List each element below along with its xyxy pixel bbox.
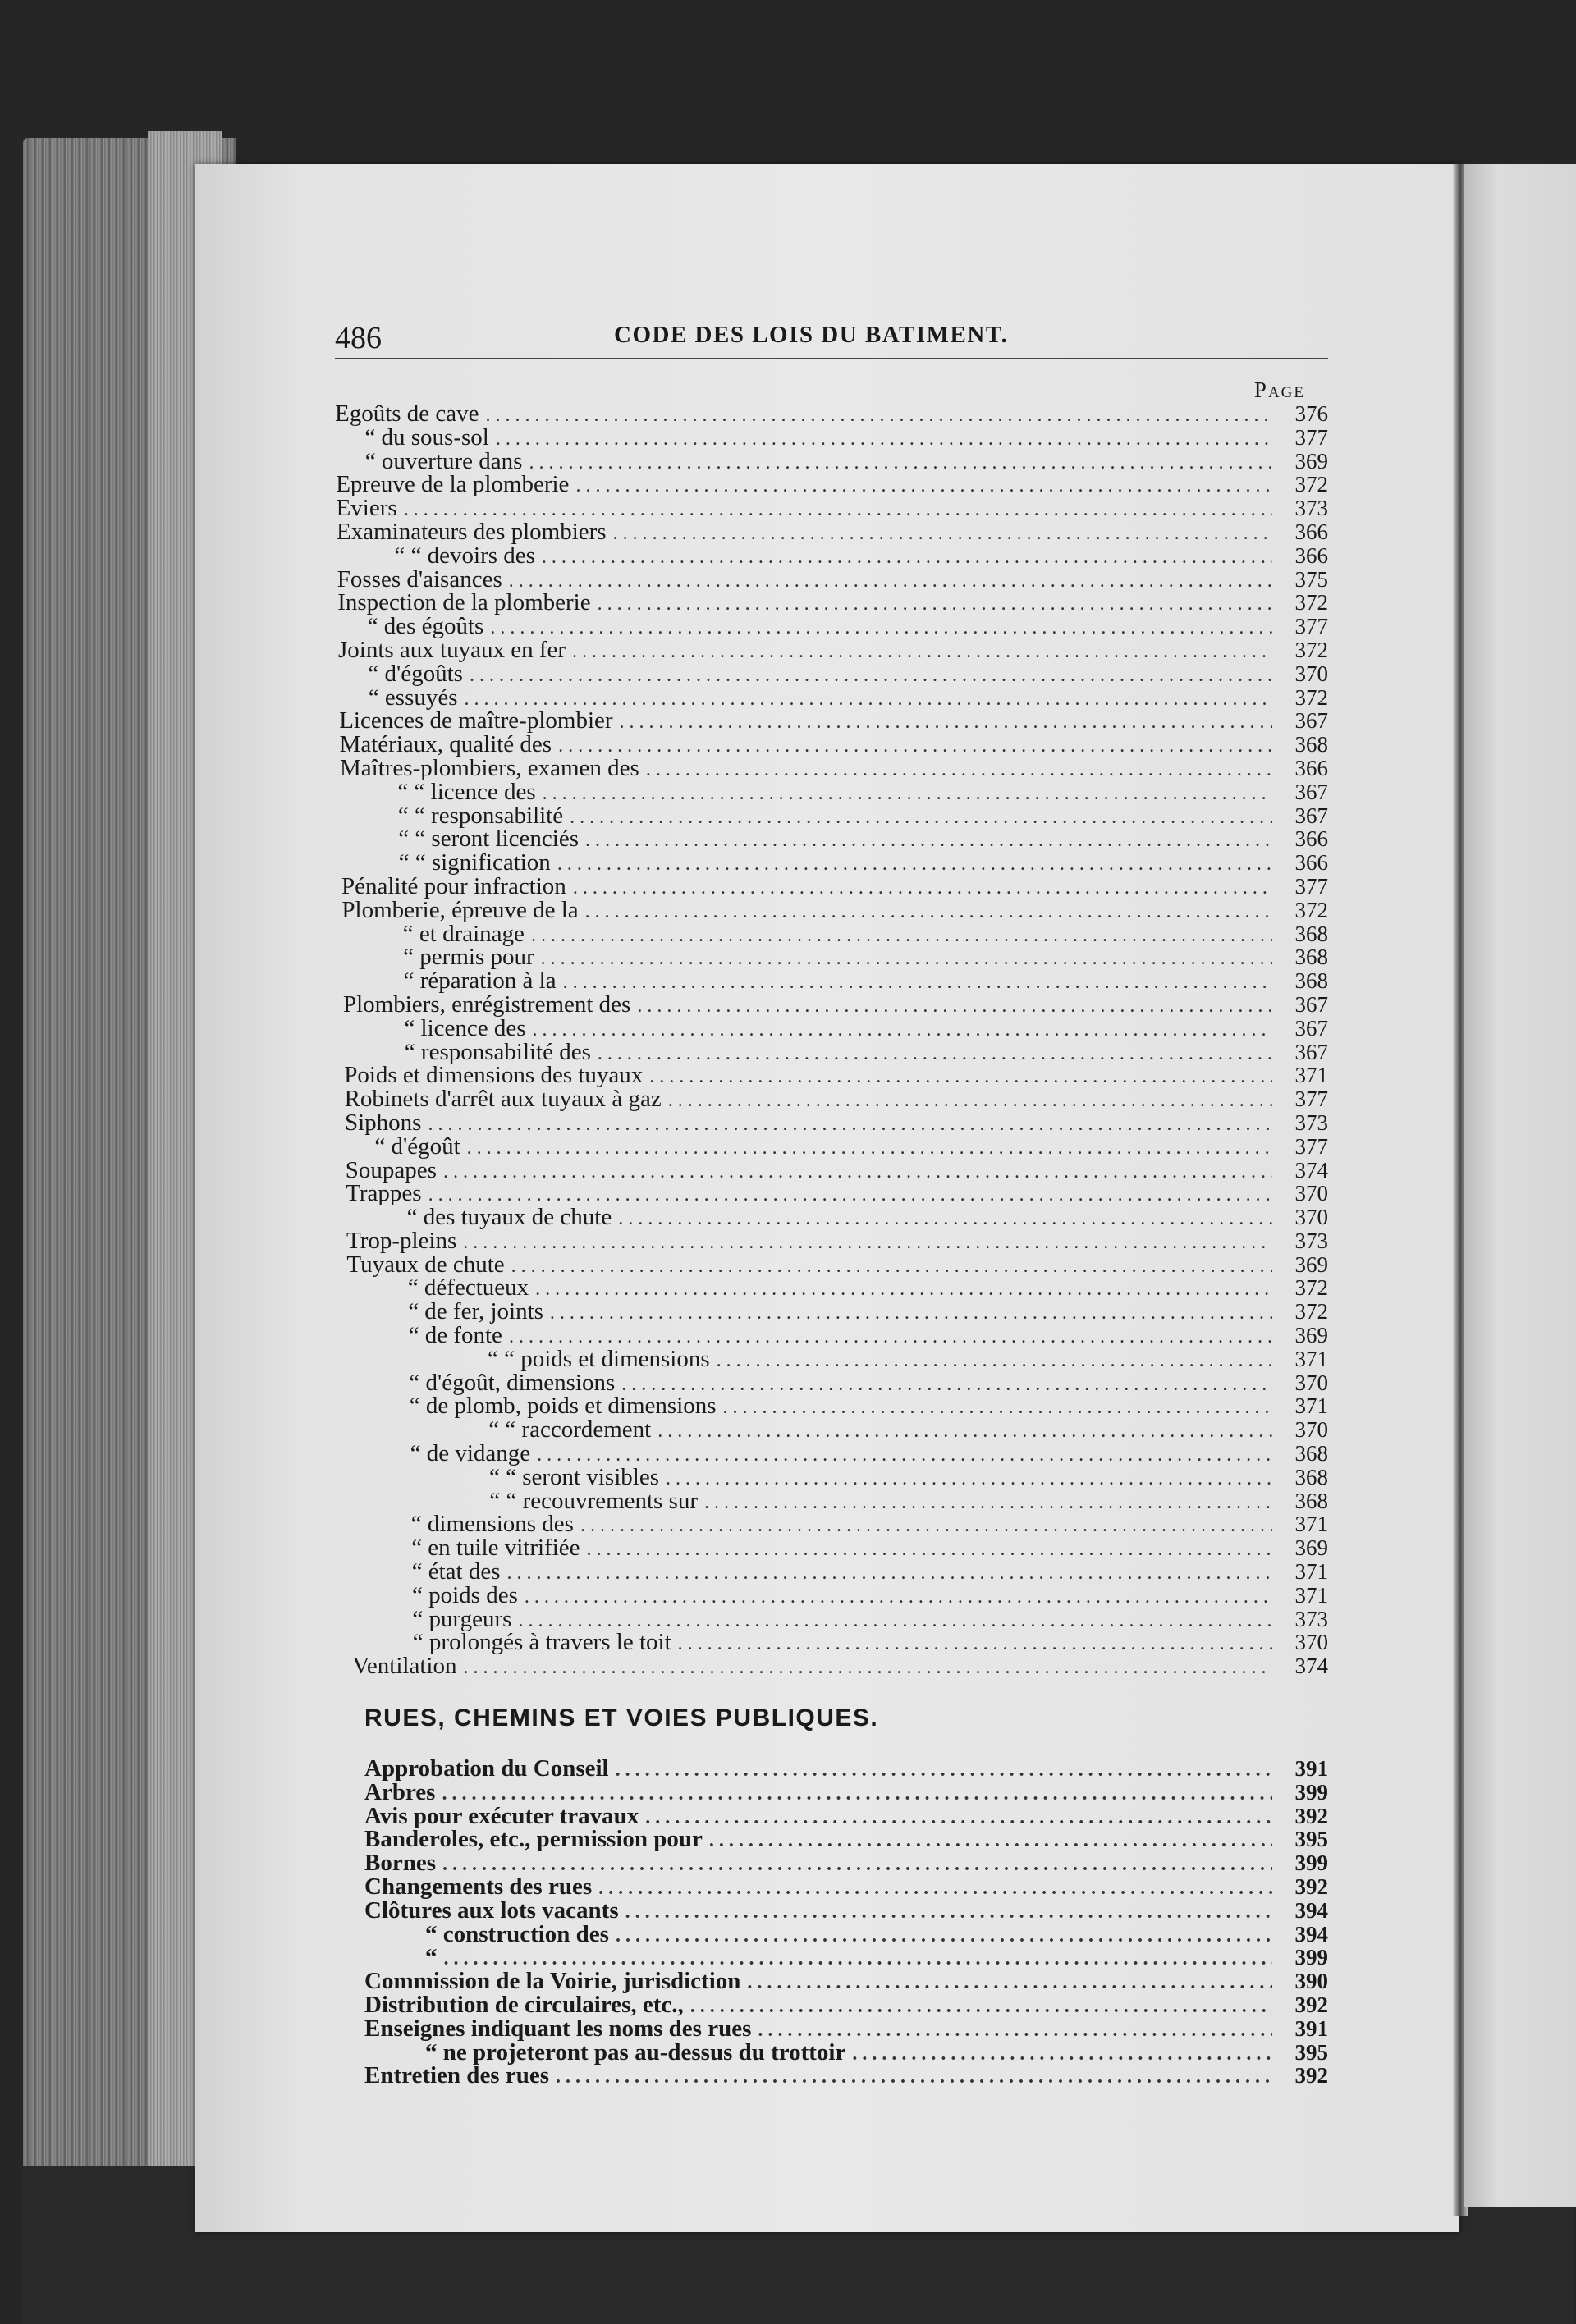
- index-entry-label: “ “ seront visibles: [489, 1463, 659, 1490]
- index-entry: [335, 1038, 1328, 1065]
- index-entry-page: 377: [1294, 1133, 1328, 1159]
- index-entry-page: 374: [1294, 1654, 1328, 1679]
- index-entry-page: 367: [1294, 803, 1328, 828]
- index-entry-label: Siphons: [345, 1109, 422, 1136]
- index-entry-label: “ réparation à la: [403, 968, 557, 995]
- index-entry: [335, 922, 1328, 946]
- index-entry-label: “ purgeurs: [412, 1605, 512, 1632]
- index-entry-label: “ des tuyaux de chute: [406, 1204, 612, 1231]
- index-entry-label: “ “ signification: [398, 849, 551, 876]
- leader-dots: [490, 616, 1272, 640]
- index-entry-label: “ licence des: [404, 1014, 526, 1041]
- index-entry-page: 366: [1294, 755, 1328, 780]
- index-entry: [335, 827, 1328, 851]
- index-entry: [335, 1463, 1328, 1490]
- leader-dots: [541, 947, 1272, 971]
- index-entry-label: Poids et dimensions des tuyaux: [344, 1062, 644, 1089]
- index-entry: [335, 662, 1328, 686]
- index-entry-page: 368: [1294, 1441, 1328, 1466]
- leader-dots: [556, 2066, 1272, 2089]
- index-entry-page: 368: [1294, 945, 1328, 970]
- leader-dots: [573, 876, 1272, 900]
- index-entry-page: 373: [1294, 1109, 1328, 1135]
- index-entry-page: 370: [1294, 1630, 1328, 1655]
- index-entry-page: 369: [1294, 1323, 1328, 1348]
- index-entry-label: Avis pour exécuter travaux: [364, 1802, 639, 1829]
- leader-dots: [678, 1632, 1272, 1656]
- index-entry-page: 367: [1294, 991, 1328, 1017]
- page-column-label: Page: [1253, 377, 1305, 402]
- leader-dots: [470, 664, 1272, 688]
- index-entry: [335, 544, 1328, 568]
- index-entry-page: 367: [1294, 1015, 1328, 1041]
- leader-dots: [618, 1207, 1272, 1231]
- index-entry-page: 370: [1294, 1205, 1328, 1230]
- index-entry-label: Egoûts de cave: [335, 400, 479, 427]
- leader-dots: [666, 1467, 1272, 1491]
- index-entry: [335, 565, 1328, 592]
- leader-dots: [852, 2043, 1272, 2066]
- index-entry-page: 377: [1294, 873, 1328, 899]
- leader-dots: [535, 1278, 1272, 1302]
- index-entry-page: 372: [1294, 1275, 1328, 1301]
- index-entry: [335, 990, 1328, 1018]
- leader-dots: [580, 1514, 1272, 1538]
- index-entry-label: “ “ raccordement: [488, 1416, 652, 1443]
- index-entry: [335, 1920, 1328, 1947]
- index-entry-label: “ de plomb, poids et dimensions: [409, 1393, 717, 1420]
- page-content: [335, 312, 1328, 2088]
- index-entry-label: “ de vidange: [410, 1440, 531, 1467]
- index-entry-label: Trop-pleins: [346, 1227, 457, 1254]
- index-entry-page: 370: [1294, 1417, 1328, 1443]
- leader-dots: [558, 734, 1272, 758]
- index-entry-label: Pénalité pour infraction: [341, 872, 566, 899]
- index-entry-page: 391: [1294, 2015, 1328, 2041]
- leader-dots: [668, 1089, 1272, 1113]
- index-entry: [335, 1828, 1328, 1851]
- page-header: [335, 312, 1328, 359]
- index-entry-page: 371: [1294, 1063, 1328, 1088]
- leader-dots: [690, 1995, 1272, 2019]
- index-entry-page: 391: [1294, 1756, 1328, 1782]
- index-entry-page: 372: [1294, 472, 1328, 497]
- index-entry-page: 370: [1294, 1181, 1328, 1206]
- facing-page-edge: [1464, 164, 1576, 2207]
- index-entry-label: Commission de la Voirie, jurisdiction: [364, 1968, 741, 1995]
- index-entry-page: 371: [1294, 1582, 1328, 1608]
- index-entry: [335, 1014, 1328, 1041]
- index-entry-label: Matériaux, qualité des: [339, 731, 552, 758]
- index-entry-page: 374: [1294, 1157, 1328, 1183]
- index-entry: [335, 1132, 1328, 1160]
- index-entry-label: Approbation du Conseil: [364, 1755, 609, 1782]
- index-entry-label: “ de fer, joints: [408, 1298, 543, 1325]
- section-title: RUES, CHEMINS ET VOIES PUBLIQUES.: [364, 1704, 879, 1732]
- index-entry-page: 372: [1294, 637, 1328, 662]
- index-entry-label: “ “ devoirs des: [394, 542, 535, 569]
- index-entry: [335, 1631, 1328, 1654]
- index-entry: [335, 872, 1328, 899]
- index-entry-label: “ de fonte: [408, 1322, 502, 1349]
- index-entry-page: 377: [1294, 614, 1328, 639]
- index-entry-label: “ “ seront licenciés: [398, 826, 579, 853]
- index-entry: [335, 1087, 1328, 1111]
- index-entry: [335, 423, 1328, 451]
- index-entry: [335, 1064, 1328, 1087]
- index-entry-label: “ construction des: [425, 1920, 609, 1947]
- leader-dots: [531, 924, 1272, 948]
- index-entry: [335, 686, 1328, 710]
- index-entry-page: 370: [1294, 1370, 1328, 1395]
- index-entry-label: “ et drainage: [402, 920, 525, 947]
- index-entry-label: “ essuyés: [368, 684, 458, 711]
- index-entry-page: 372: [1294, 590, 1328, 615]
- index-entry: [335, 969, 1328, 993]
- leader-dots: [575, 474, 1272, 498]
- leader-dots: [525, 1585, 1272, 1609]
- index-entry-page: 373: [1294, 1228, 1328, 1253]
- index-entry-page: 373: [1294, 1606, 1328, 1631]
- index-entry: [335, 945, 1328, 969]
- index-entry-page: 377: [1294, 1087, 1328, 1112]
- index-entry: [335, 896, 1328, 923]
- index-entry: [335, 2038, 1328, 2066]
- index-entry-page: 395: [1294, 1827, 1328, 1852]
- index-entry-label: Entretien des rues: [364, 2062, 550, 2089]
- leader-dots: [563, 971, 1272, 995]
- index-entry-label: Plombiers, enrégistrement des: [343, 990, 631, 1018]
- index-entry-label: “ “ responsabilité: [397, 802, 564, 829]
- index-entry-page: 376: [1294, 401, 1328, 426]
- index-entry-label: Fosses d'aisances: [337, 565, 502, 592]
- index-entry: [335, 1605, 1328, 1632]
- index-entry: [335, 1581, 1328, 1608]
- page-number: 486: [335, 321, 382, 355]
- index-entry-page: 368: [1294, 1464, 1328, 1489]
- leader-dots: [443, 1160, 1272, 1184]
- index-entry-page: 368: [1294, 1488, 1328, 1513]
- index-entry-page: 366: [1294, 850, 1328, 876]
- index-entry: [335, 520, 1328, 544]
- index-entry-label: Clôtures aux lots vacants: [364, 1896, 619, 1924]
- index-entry: [335, 804, 1328, 828]
- index-entry-page: 377: [1294, 424, 1328, 450]
- index-entry-page: 371: [1294, 1346, 1328, 1371]
- index-entry: [335, 591, 1328, 615]
- index-entry-label: “ “ poids et dimensions: [488, 1345, 710, 1372]
- leader-dots: [709, 1829, 1272, 1853]
- index-entry-page: 369: [1294, 1535, 1328, 1561]
- leader-dots: [616, 1759, 1272, 1782]
- leader-dots: [598, 1877, 1272, 1901]
- index-entry-page: 392: [1294, 2063, 1328, 2088]
- index-entry: [335, 1394, 1328, 1418]
- index-entry-page: 372: [1294, 684, 1328, 710]
- leader-dots: [598, 1042, 1272, 1066]
- leader-dots: [645, 1806, 1272, 1830]
- index-entry-label: Arbres: [364, 1778, 436, 1805]
- index-entry: [335, 754, 1328, 781]
- index-entry: [335, 1993, 1328, 2017]
- index-entry-label: “ ouverture dans: [364, 447, 523, 474]
- index-entry: [335, 615, 1328, 638]
- index-entry-page: 371: [1294, 1393, 1328, 1419]
- index-entry-page: 371: [1294, 1512, 1328, 1537]
- index-entry: [335, 1778, 1328, 1805]
- index-entry-page: 394: [1294, 1897, 1328, 1923]
- leader-dots: [463, 1231, 1272, 1255]
- index-entry-label: “ “ recouvrements sur: [489, 1487, 699, 1514]
- index-entry-page: 371: [1294, 1559, 1328, 1585]
- index-entry: [335, 447, 1328, 474]
- index-entry: [335, 851, 1328, 875]
- index-entry: [335, 1896, 1328, 1924]
- leader-dots: [463, 1656, 1272, 1680]
- index-entry-label: Bornes: [364, 1850, 436, 1877]
- leader-dots: [486, 404, 1272, 428]
- leader-dots: [496, 428, 1272, 451]
- leader-dots: [585, 829, 1272, 853]
- index-entry: [335, 1300, 1328, 1324]
- index-entry-label: “ du sous-sol: [364, 423, 489, 451]
- index-entry: [335, 1969, 1328, 1993]
- leader-dots: [533, 1018, 1272, 1042]
- leader-dots: [747, 1971, 1272, 1995]
- index-entry-page: 372: [1294, 897, 1328, 922]
- leader-dots: [585, 900, 1272, 924]
- leader-dots: [428, 1113, 1272, 1137]
- index-entry: [335, 1946, 1328, 1969]
- leader-dots: [587, 1538, 1272, 1562]
- index-entry-label: Joints aux tuyaux en fer: [338, 636, 566, 663]
- index-entry-page: 366: [1294, 826, 1328, 852]
- index-entry-label: Licences de maître-plombier: [339, 707, 613, 734]
- index-entry: [335, 402, 1328, 426]
- index-entry-label: Changements des rues: [364, 1873, 593, 1901]
- leader-dots: [509, 570, 1272, 593]
- index-entry: [335, 1536, 1328, 1560]
- leader-dots: [572, 640, 1272, 664]
- index-entry-label: Banderoles, etc., permission pour: [364, 1826, 703, 1853]
- index-entry-page: 369: [1294, 1251, 1328, 1277]
- index-entry-page: 392: [1294, 1803, 1328, 1828]
- index-entry-page: 395: [1294, 2039, 1328, 2065]
- leader-dots: [616, 1924, 1272, 1948]
- index-entry-page: 373: [1294, 496, 1328, 521]
- index-entry-page: 370: [1294, 661, 1328, 686]
- index-entry-page: 368: [1294, 921, 1328, 946]
- index-entry-label: “ d'égoûts: [368, 660, 463, 687]
- index-entry-label: “ d'égoût, dimensions: [409, 1369, 616, 1396]
- index-entry-page: 394: [1294, 1921, 1328, 1947]
- leader-dots: [467, 1137, 1272, 1160]
- index-entry-page: 368: [1294, 968, 1328, 994]
- leader-dots: [511, 1255, 1272, 1279]
- index-entry-label: Inspection de la plomberie: [337, 589, 591, 616]
- index-entry: [335, 1512, 1328, 1536]
- index-entry: [335, 1347, 1328, 1371]
- index-entry: [335, 1851, 1328, 1875]
- index-entry-label: “ état des: [411, 1558, 501, 1585]
- index-entry: [335, 1324, 1328, 1347]
- index-entry: [335, 780, 1328, 804]
- leader-dots: [613, 522, 1272, 546]
- index-entry-label: Eviers: [336, 495, 397, 522]
- leader-dots: [529, 451, 1272, 475]
- index-list-streets: [335, 1757, 1328, 2088]
- leader-dots: [646, 758, 1272, 782]
- index-entry: [335, 2064, 1328, 2088]
- index-entry-label: “ permis pour: [403, 944, 534, 971]
- index-entry-label: “ prolongés à travers le toit: [412, 1629, 671, 1656]
- index-entry: [335, 1654, 1328, 1678]
- index-entry-page: 369: [1294, 448, 1328, 473]
- index-entry-page: 366: [1294, 519, 1328, 544]
- leader-dots: [625, 1901, 1272, 1924]
- index-entry-page: 367: [1294, 1039, 1328, 1064]
- index-entry: [335, 733, 1328, 757]
- leader-dots: [506, 1562, 1272, 1585]
- index-entry-page: 367: [1294, 708, 1328, 734]
- index-entry-label: Trappes: [346, 1180, 422, 1207]
- index-entry: [335, 2017, 1328, 2041]
- index-entry-label: Robinets d'arrêt aux tuyaux à gaz: [344, 1086, 662, 1113]
- index-entry-page: 366: [1294, 542, 1328, 568]
- index-entry: [335, 638, 1328, 662]
- index-entry-label: Epreuve de la plomberie: [336, 471, 570, 498]
- index-entry-label: Soupapes: [345, 1156, 437, 1183]
- index-entry: [335, 1229, 1328, 1253]
- index-entry: [335, 473, 1328, 496]
- index-entry-label: Maîtres-plombiers, examen des: [340, 754, 639, 781]
- index-entry-label: “ “ licence des: [397, 778, 536, 805]
- index-entry: [335, 1802, 1328, 1829]
- index-entry-page: 390: [1294, 1969, 1328, 1994]
- index-entry: [335, 1875, 1328, 1899]
- index-entry-page: 368: [1294, 732, 1328, 757]
- index-entry-label: “ dimensions des: [410, 1511, 574, 1538]
- index-entry-label: Tuyaux de chute: [346, 1251, 505, 1278]
- index-entry-label: Plomberie, épreuve de la: [341, 896, 579, 923]
- index-entry: [335, 1276, 1328, 1300]
- index-entry: [335, 1489, 1328, 1513]
- leader-dots: [717, 1349, 1272, 1373]
- index-entry-label: Examinateurs des plombiers: [337, 518, 607, 545]
- index-entry-page: 392: [1294, 1874, 1328, 1900]
- index-entry-page: 392: [1294, 1992, 1328, 2017]
- leader-dots: [620, 711, 1272, 734]
- leader-dots: [557, 853, 1272, 876]
- index-entry: [335, 1111, 1328, 1135]
- index-entry: [335, 1205, 1328, 1229]
- leader-dots: [550, 1302, 1272, 1325]
- index-entry-page: 367: [1294, 779, 1328, 804]
- index-list-plumbing: [335, 402, 1328, 1678]
- index-entry-label: “ poids des: [412, 1581, 518, 1608]
- leader-dots: [649, 1065, 1272, 1089]
- index-entry-page: 399: [1294, 1851, 1328, 1876]
- index-entry-label: Ventilation: [352, 1653, 457, 1680]
- index-entry-page: 372: [1294, 1299, 1328, 1324]
- running-title: CODE DES LOIS DU BATIMENT.: [614, 322, 1009, 348]
- index-entry: [335, 1442, 1328, 1466]
- index-entry: [335, 1371, 1328, 1395]
- index-entry-label: Distribution de circulaires, etc.,: [364, 1992, 684, 2018]
- index-entry-label: “ responsabilité des: [404, 1038, 591, 1065]
- leader-dots: [637, 995, 1272, 1018]
- index-entry: [335, 1757, 1328, 1781]
- index-entry: [335, 496, 1328, 520]
- index-entry: [335, 1418, 1328, 1442]
- index-entry-label: “ défectueux: [407, 1274, 529, 1302]
- index-entry-label: “: [425, 1944, 438, 1971]
- leader-dots: [598, 592, 1272, 616]
- index-entry: [335, 1156, 1328, 1183]
- leader-dots: [542, 546, 1272, 570]
- index-entry-label: “ ne projeteront pas au-dessus du trottoir: [425, 2038, 846, 2066]
- leader-dots: [621, 1373, 1272, 1397]
- leader-dots: [543, 782, 1272, 806]
- index-entry: [335, 1182, 1328, 1205]
- index-entry-label: Enseignes indiquant les noms des rues: [364, 2015, 752, 2042]
- leader-dots: [704, 1491, 1272, 1515]
- index-entry: [335, 709, 1328, 733]
- index-entry-page: 399: [1294, 1945, 1328, 1970]
- leader-dots: [657, 1420, 1272, 1443]
- index-entry-label: “ d'égoût: [374, 1132, 460, 1160]
- index-entry-label: “ des égoûts: [367, 613, 484, 640]
- index-entry: [335, 1253, 1328, 1277]
- leader-dots: [570, 806, 1272, 830]
- index-entry-page: 399: [1294, 1779, 1328, 1805]
- leader-dots: [723, 1396, 1272, 1420]
- index-entry-label: “ en tuile vitrifiée: [411, 1535, 580, 1562]
- index-entry-page: 375: [1294, 566, 1328, 592]
- index-entry: [335, 1560, 1328, 1584]
